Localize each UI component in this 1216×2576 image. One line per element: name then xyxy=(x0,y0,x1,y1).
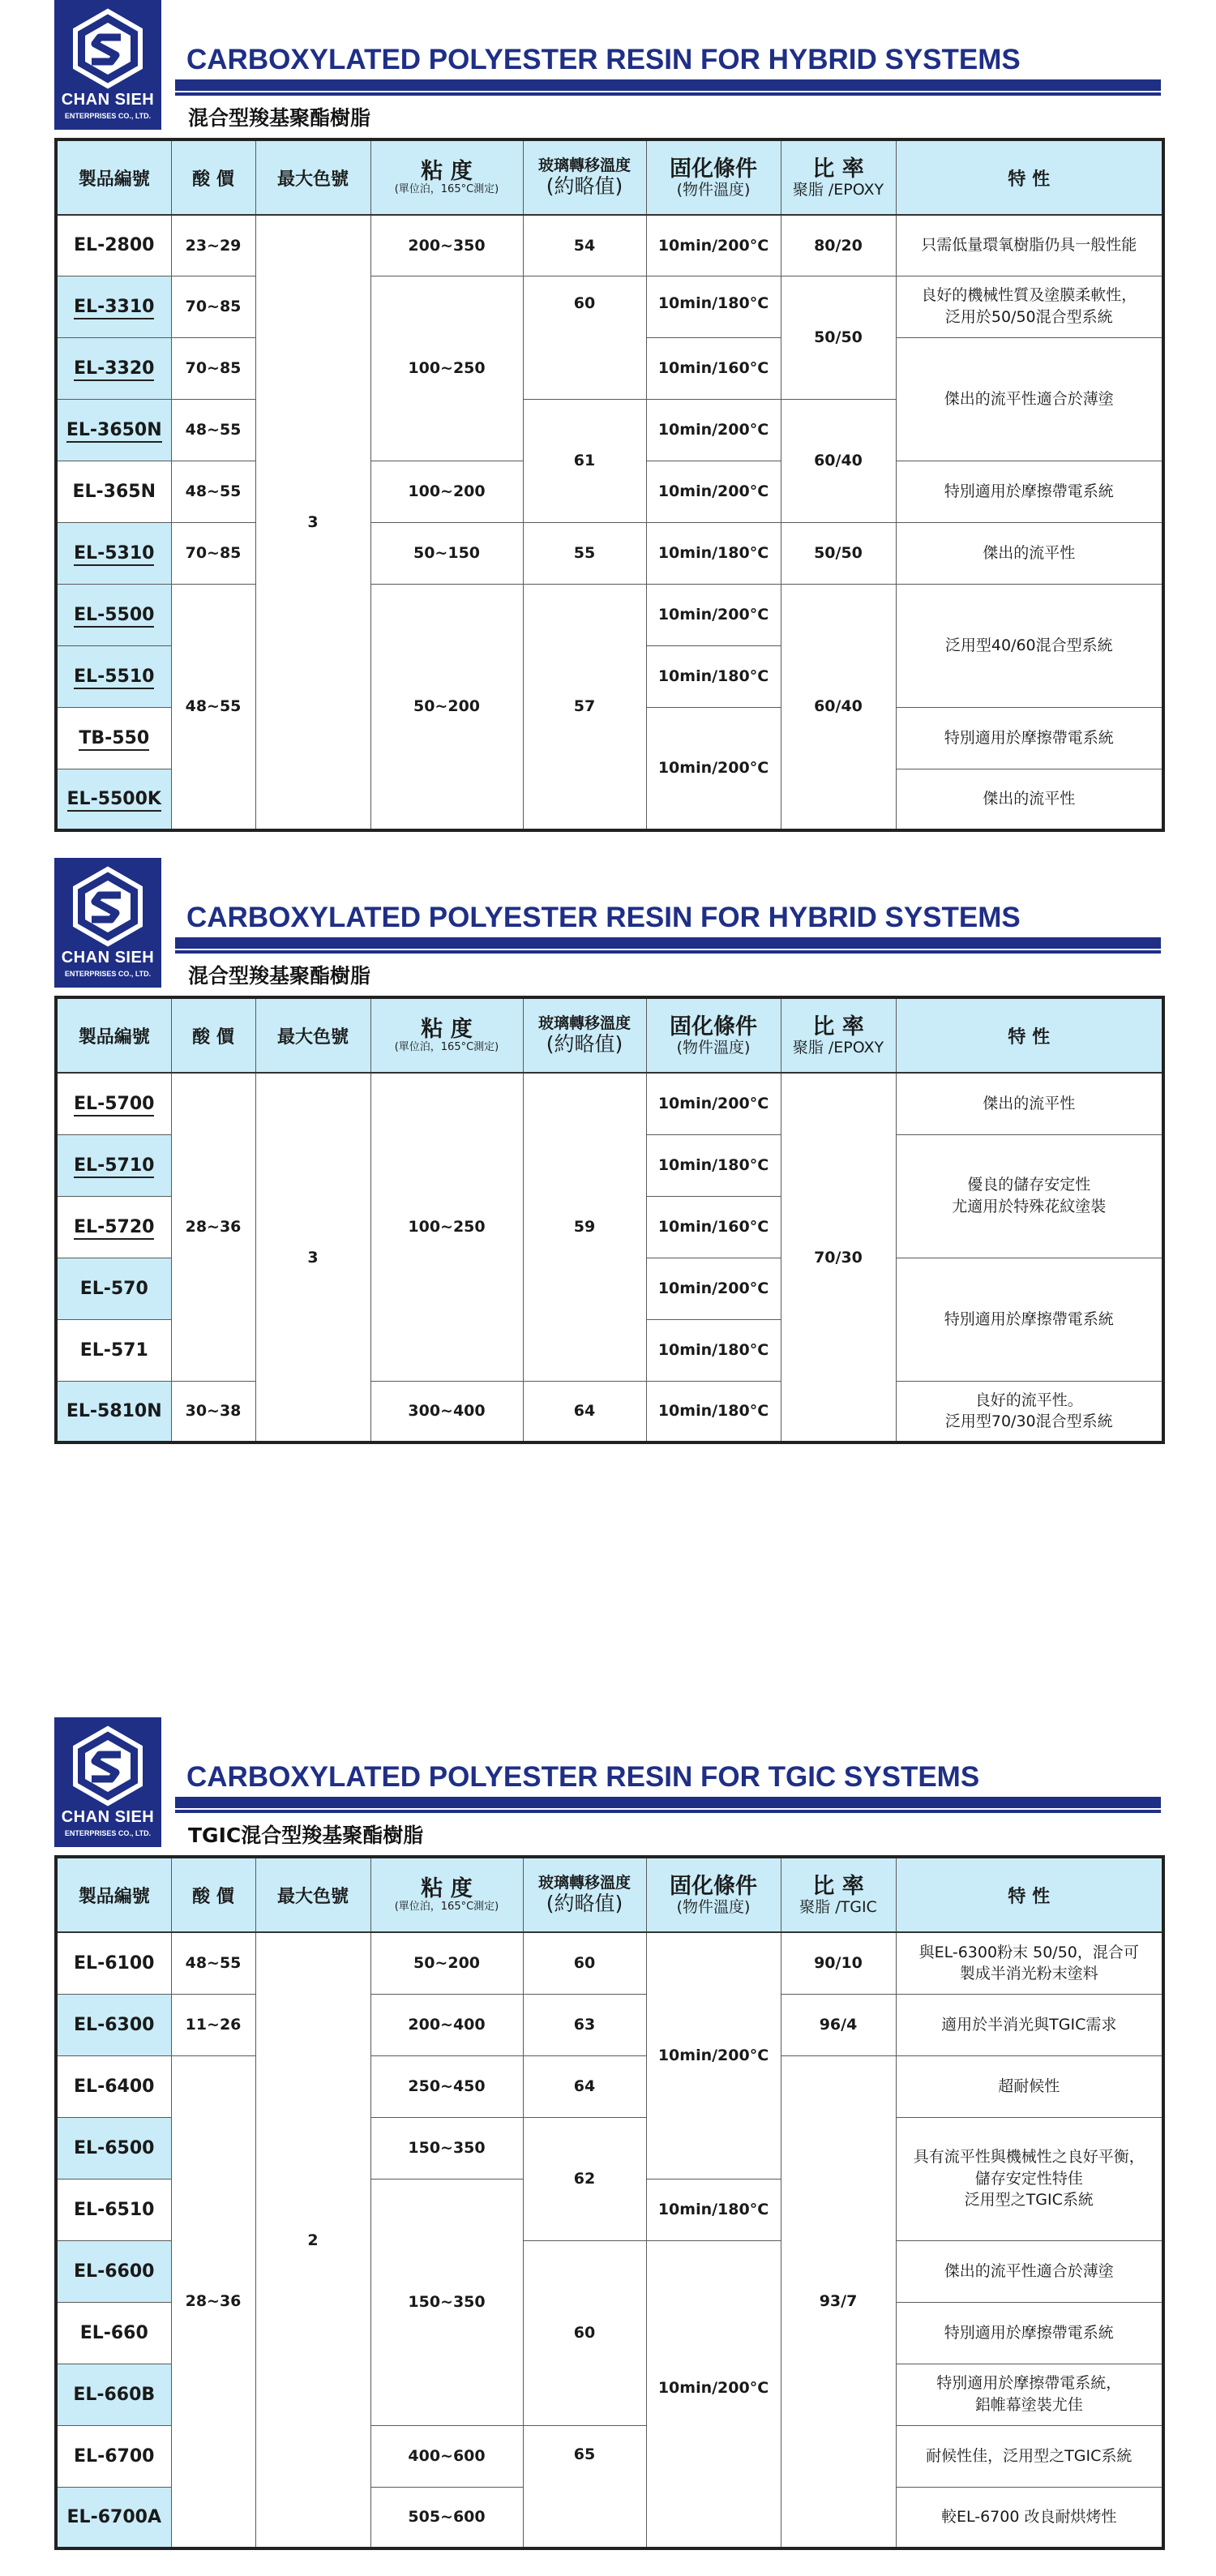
product-link[interactable]: EL-3320 xyxy=(56,337,171,399)
ratio: 60/40 xyxy=(781,584,896,830)
title-bar xyxy=(175,79,1161,91)
feature: 特別適用於摩擦帶電系統 xyxy=(896,1258,1163,1381)
cure-condition: 10min/200°C xyxy=(646,1073,781,1134)
header-product: 製品編號 xyxy=(56,997,171,1073)
product-link[interactable]: EL-5710 xyxy=(56,1134,171,1196)
header-feature: 特 性 xyxy=(896,997,1163,1073)
product-id: EL-571 xyxy=(56,1319,171,1381)
header-product: 製品編號 xyxy=(56,1857,171,1932)
brand-name: CHAN SIEH xyxy=(61,91,155,109)
ratio: 80/20 xyxy=(781,215,896,276)
product-link[interactable]: EL-5510 xyxy=(56,645,171,707)
header-cure: 固化條件 (物件溫度) xyxy=(646,997,781,1073)
tg-value: 61 xyxy=(523,399,646,522)
table-row xyxy=(56,584,1163,645)
feature: 特別適用於摩擦帶電系統 xyxy=(896,2302,1163,2364)
header-color: 最大色號 xyxy=(255,139,370,215)
title-bar xyxy=(175,937,1161,949)
cure-condition: 10min/180°C xyxy=(646,645,781,707)
feature: 特別適用於摩擦帶電系統 xyxy=(896,707,1163,769)
spec-table xyxy=(54,1855,1165,2550)
header-tg: 玻璃轉移溫度 (約略值) xyxy=(523,139,646,215)
product-id: EL-570 xyxy=(56,1258,171,1319)
max-color: 3 xyxy=(255,1073,370,1442)
tg-value: 64 xyxy=(523,2055,646,2117)
header-acid: 酸 價 xyxy=(171,139,255,215)
brand-name: CHAN SIEH xyxy=(61,949,155,967)
viscosity: 150~350 xyxy=(370,2117,523,2179)
table-row xyxy=(56,1932,1163,1994)
header-feature: 特 性 xyxy=(896,1857,1163,1932)
product-link[interactable]: TB-550 xyxy=(56,707,171,769)
product-link[interactable]: EL-3310 xyxy=(56,276,171,337)
tg-value: 60 xyxy=(523,2240,646,2425)
product-id: EL-660 xyxy=(56,2302,171,2364)
viscosity: 400~600 xyxy=(370,2425,523,2487)
header-cure: 固化條件 (物件溫度) xyxy=(646,139,781,215)
cure-condition: 10min/180°C xyxy=(646,2179,781,2240)
acid-value: 48~55 xyxy=(171,1932,255,1994)
acid-value: 28~36 xyxy=(171,1073,255,1381)
cure-condition: 10min/200°C xyxy=(646,707,781,830)
table-header-row xyxy=(56,139,1163,215)
tg-value: 65 xyxy=(523,2425,646,2548)
cure-condition: 10min/200°C xyxy=(646,1932,781,2179)
logo-emblem-icon xyxy=(67,8,148,89)
cure-condition: 10min/160°C xyxy=(646,337,781,399)
section-title: CARBOXYLATED POLYESTER RESIN FOR TGIC SYSTEMS xyxy=(186,1761,980,1793)
cure-condition: 10min/200°C xyxy=(646,215,781,276)
ratio: 96/4 xyxy=(781,1994,896,2055)
viscosity: 50~200 xyxy=(370,1932,523,1994)
cure-condition: 10min/200°C xyxy=(646,1258,781,1319)
header-viscosity: 粘 度 (單位泊，165°C測定) xyxy=(370,997,523,1073)
section-title: CARBOXYLATED POLYESTER RESIN FOR HYBRID SYSTEMS xyxy=(186,902,1021,933)
title-bar-thin xyxy=(175,1810,1161,1813)
tg-value: 55 xyxy=(523,522,646,584)
header-viscosity: 粘 度 (單位泊，165°C測定) xyxy=(370,1857,523,1932)
viscosity: 505~600 xyxy=(370,2487,523,2548)
max-color: 2 xyxy=(255,1932,370,2548)
product-id: EL-6100 xyxy=(56,1932,171,1994)
product-link[interactable]: EL-5500 xyxy=(56,584,171,645)
tg-value: 57 xyxy=(523,584,646,830)
header-tg: 玻璃轉移溫度 (約略值) xyxy=(523,1857,646,1932)
acid-value: 28~36 xyxy=(171,2055,255,2548)
table-row xyxy=(56,2055,1163,2117)
tg-value: 59 xyxy=(523,1073,646,1381)
product-link[interactable]: EL-3650N xyxy=(56,399,171,461)
cure-condition: 10min/180°C xyxy=(646,1319,781,1381)
company-logo xyxy=(54,858,161,988)
acid-value: 23~29 xyxy=(171,215,255,276)
title-bar-thin xyxy=(175,92,1161,96)
feature: 良好的機械性質及塗膜柔軟性， 泛用於50/50混合型系統 xyxy=(896,276,1163,337)
product-id: EL-660B xyxy=(56,2364,171,2425)
product-id: EL-6510 xyxy=(56,2179,171,2240)
feature: 與EL-6300粉末 50/50，混合可 製成半消光粉末塗料 xyxy=(896,1932,1163,1994)
table-header-row xyxy=(56,1857,1163,1932)
product-id: EL-6300 xyxy=(56,1994,171,2055)
feature: 超耐候性 xyxy=(896,2055,1163,2117)
feature: 特別適用於摩擦帶電系統 xyxy=(896,461,1163,522)
title-bar-thin xyxy=(175,950,1161,954)
acid-value: 48~55 xyxy=(171,399,255,461)
brand-sub: ENTERPRISES CO., LTD. xyxy=(64,1829,152,1837)
tg-value: 60 xyxy=(523,276,646,399)
feature: 傑出的流平性 xyxy=(896,769,1163,830)
spec-table xyxy=(54,996,1165,1444)
feature: 耐候性佳，泛用型之TGIC系統 xyxy=(896,2425,1163,2487)
feature: 適用於半消光與TGIC需求 xyxy=(896,1994,1163,2055)
feature: 特別適用於摩擦帶電系統， 鋁帷幕塗裝尤佳 xyxy=(896,2364,1163,2425)
cure-condition: 10min/200°C xyxy=(646,399,781,461)
product-link[interactable]: EL-5720 xyxy=(56,1196,171,1258)
feature: 傑出的流平性適合於薄塗 xyxy=(896,337,1163,461)
product-id: EL-2800 xyxy=(56,215,171,276)
feature: 傑出的流平性 xyxy=(896,1073,1163,1134)
tg-value: 60 xyxy=(523,1932,646,1994)
ratio: 50/50 xyxy=(781,522,896,584)
section-subtitle: 混合型羧基聚酯樹脂 xyxy=(188,964,371,988)
title-bar xyxy=(175,1797,1161,1808)
table-row xyxy=(56,1381,1163,1442)
table-row xyxy=(56,1073,1163,1134)
table-row xyxy=(56,522,1163,584)
tg-value: 63 xyxy=(523,1994,646,2055)
header-feature: 特 性 xyxy=(896,139,1163,215)
header-viscosity: 粘 度 (單位泊，165°C測定) xyxy=(370,139,523,215)
header-acid: 酸 價 xyxy=(171,997,255,1073)
product-link[interactable]: EL-5500K xyxy=(56,769,171,830)
ratio: 70/30 xyxy=(781,1073,896,1442)
product-id: EL-6500 xyxy=(56,2117,171,2179)
section-tgic xyxy=(0,1717,1216,2569)
product-link[interactable]: EL-5310 xyxy=(56,522,171,584)
acid-value: 70~85 xyxy=(171,522,255,584)
table-row xyxy=(56,215,1163,276)
feature: 具有流平性與機械性之良好平衡， 儲存安定性特佳 泛用型之TGIC系統 xyxy=(896,2117,1163,2240)
logo-emblem-icon xyxy=(67,866,148,947)
feature: 傑出的流平性 xyxy=(896,522,1163,584)
feature: 較EL-6700 改良耐烘烤性 xyxy=(896,2487,1163,2548)
viscosity: 150~350 xyxy=(370,2179,523,2425)
viscosity: 100~250 xyxy=(370,1073,523,1381)
section-subtitle: 混合型羧基聚酯樹脂 xyxy=(188,106,371,130)
feature: 泛用型40/60混合型系統 xyxy=(896,584,1163,707)
cure-condition: 10min/180°C xyxy=(646,1134,781,1196)
viscosity: 250~450 xyxy=(370,2055,523,2117)
section-subtitle: TGIC混合型羧基聚酯樹脂 xyxy=(188,1824,424,1847)
viscosity: 50~150 xyxy=(370,522,523,584)
max-color: 3 xyxy=(255,215,370,830)
feature: 傑出的流平性適合於薄塗 xyxy=(896,2240,1163,2302)
company-logo xyxy=(54,0,161,130)
product-id: EL-6600 xyxy=(56,2240,171,2302)
header-acid: 酸 價 xyxy=(171,1857,255,1932)
product-id: EL-6400 xyxy=(56,2055,171,2117)
logo-emblem-icon xyxy=(67,1725,148,1807)
tg-value: 54 xyxy=(523,215,646,276)
header-color: 最大色號 xyxy=(255,1857,370,1932)
product-id: EL-6700A xyxy=(56,2487,171,2548)
acid-value: 48~55 xyxy=(171,461,255,522)
viscosity: 200~350 xyxy=(370,215,523,276)
viscosity: 300~400 xyxy=(370,1381,523,1442)
section-hybrid-2 xyxy=(0,858,1216,1458)
cure-condition: 10min/180°C xyxy=(646,1381,781,1442)
ratio: 93/7 xyxy=(781,2055,896,2548)
viscosity: 100~250 xyxy=(370,276,523,461)
header-product: 製品編號 xyxy=(56,139,171,215)
product-id: EL-6700 xyxy=(56,2425,171,2487)
cure-condition: 10min/200°C xyxy=(646,584,781,645)
header-ratio: 比 率 聚脂 /EPOXY xyxy=(781,997,896,1073)
acid-value: 11~26 xyxy=(171,1994,255,2055)
feature: 只需低量環氧樹脂仍具一般性能 xyxy=(896,215,1163,276)
header-tg: 玻璃轉移溫度 (約略值) xyxy=(523,997,646,1073)
acid-value: 30~38 xyxy=(171,1381,255,1442)
cure-condition: 10min/180°C xyxy=(646,276,781,337)
viscosity: 50~200 xyxy=(370,584,523,830)
section-hybrid-1 xyxy=(0,0,1216,847)
table-row xyxy=(56,1994,1163,2055)
section-title: CARBOXYLATED POLYESTER RESIN FOR HYBRID SYSTEMS xyxy=(186,44,1021,75)
cure-condition: 10min/200°C xyxy=(646,2240,781,2548)
cure-condition: 10min/160°C xyxy=(646,1196,781,1258)
header-color: 最大色號 xyxy=(255,997,370,1073)
spec-table xyxy=(54,138,1165,832)
header-ratio: 比 率 聚脂 /EPOXY xyxy=(781,139,896,215)
tg-value: 64 xyxy=(523,1381,646,1442)
table-header-row xyxy=(56,997,1163,1073)
cure-condition: 10min/180°C xyxy=(646,522,781,584)
brand-sub: ENTERPRISES CO., LTD. xyxy=(64,970,152,978)
acid-value: 70~85 xyxy=(171,276,255,337)
ratio: 90/10 xyxy=(781,1932,896,1994)
cure-condition: 10min/200°C xyxy=(646,461,781,522)
ratio: 60/40 xyxy=(781,399,896,522)
header-cure: 固化條件 (物件溫度) xyxy=(646,1857,781,1932)
product-id: EL-365N xyxy=(56,461,171,522)
brand-name: CHAN SIEH xyxy=(61,1808,155,1826)
viscosity: 100~200 xyxy=(370,461,523,522)
feature: 良好的流平性。 泛用型70/30混合型系統 xyxy=(896,1381,1163,1442)
header-ratio: 比 率 聚脂 /TGIC xyxy=(781,1857,896,1932)
tg-value: 62 xyxy=(523,2117,646,2240)
company-logo xyxy=(54,1717,161,1847)
product-link[interactable]: EL-5700 xyxy=(56,1073,171,1134)
acid-value: 48~55 xyxy=(171,584,255,830)
table-row xyxy=(56,276,1163,337)
viscosity: 200~400 xyxy=(370,1994,523,2055)
product-id: EL-5810N xyxy=(56,1381,171,1442)
brand-sub: ENTERPRISES CO., LTD. xyxy=(64,112,152,120)
ratio: 50/50 xyxy=(781,276,896,399)
acid-value: 70~85 xyxy=(171,337,255,399)
feature: 優良的儲存安定性 尤適用於特殊花紋塗裝 xyxy=(896,1134,1163,1258)
